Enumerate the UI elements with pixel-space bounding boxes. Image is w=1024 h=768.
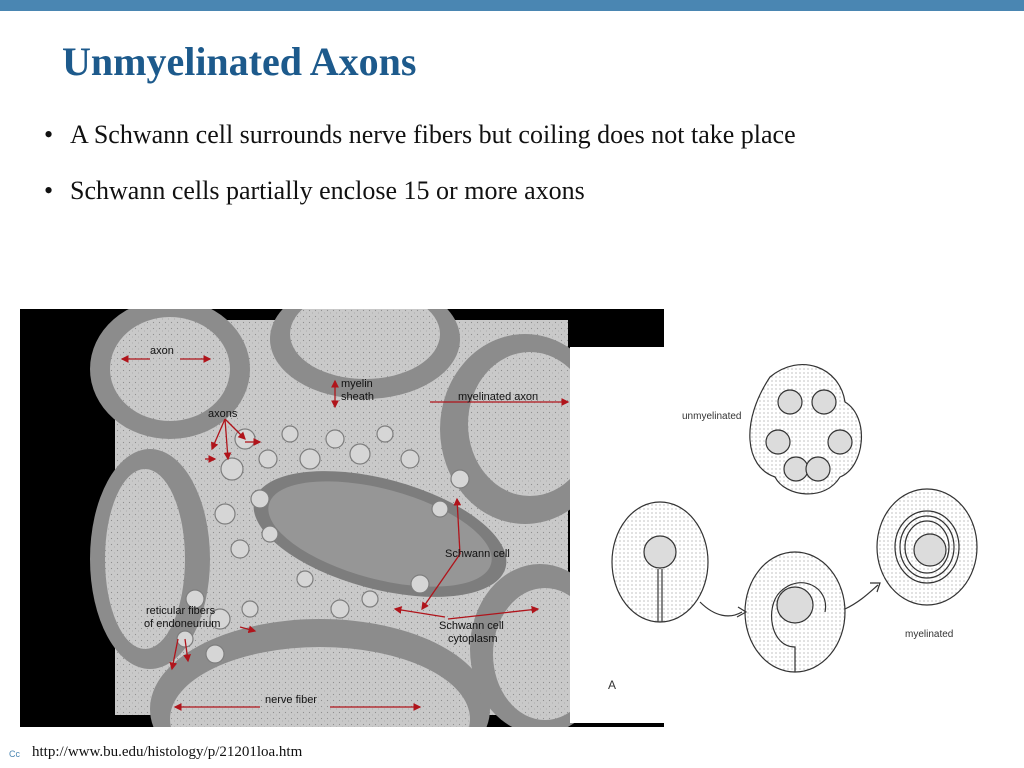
bullet-text: Schwann cells partially enclose 15 or more axons [70, 176, 585, 205]
label-axons: axons [208, 408, 238, 420]
label-axon: axon [150, 345, 174, 357]
label-myelin: myelin [341, 378, 373, 390]
bullet-item [44, 174, 796, 208]
source-url[interactable]: http://www.bu.edu/histology/p/21201loa.htm [32, 744, 303, 760]
micrograph-image [20, 309, 664, 727]
label-schwann-cell-cytoplasm-1: Schwann cell [439, 620, 504, 632]
label-reticular-fibers: reticular fibers [146, 605, 216, 617]
label-sheath: sheath [341, 391, 375, 403]
myelination-diagram [570, 347, 1024, 723]
label-myelinated-axon: myelinated axon [458, 391, 539, 403]
diagram-image [570, 347, 1024, 723]
bullet-text: A Schwann cell surrounds nerve fibers but coiling does not take place [70, 120, 796, 149]
bullet-list [44, 118, 796, 230]
label-panel-a: A [608, 678, 617, 692]
bullet-marker: • [44, 120, 54, 149]
label-unmyelinated: unmyelinated [682, 411, 742, 422]
bullet-marker: • [44, 176, 54, 205]
top-accent-bar [0, 0, 1024, 11]
label-myelinated: myelinated [905, 629, 954, 640]
bullet-item [44, 118, 796, 152]
label-of-endoneurium: of endoneurium [144, 618, 221, 630]
micrograph-figure [20, 309, 664, 727]
footer-corner-text: Cc [9, 749, 20, 759]
label-nerve-fiber: nerve fiber [265, 694, 317, 706]
label-schwann-cell: Schwann cell [445, 548, 510, 560]
label-schwann-cell-cytoplasm-2: cytoplasm [448, 633, 498, 645]
slide-title: Unmyelinated Axons [62, 39, 417, 84]
